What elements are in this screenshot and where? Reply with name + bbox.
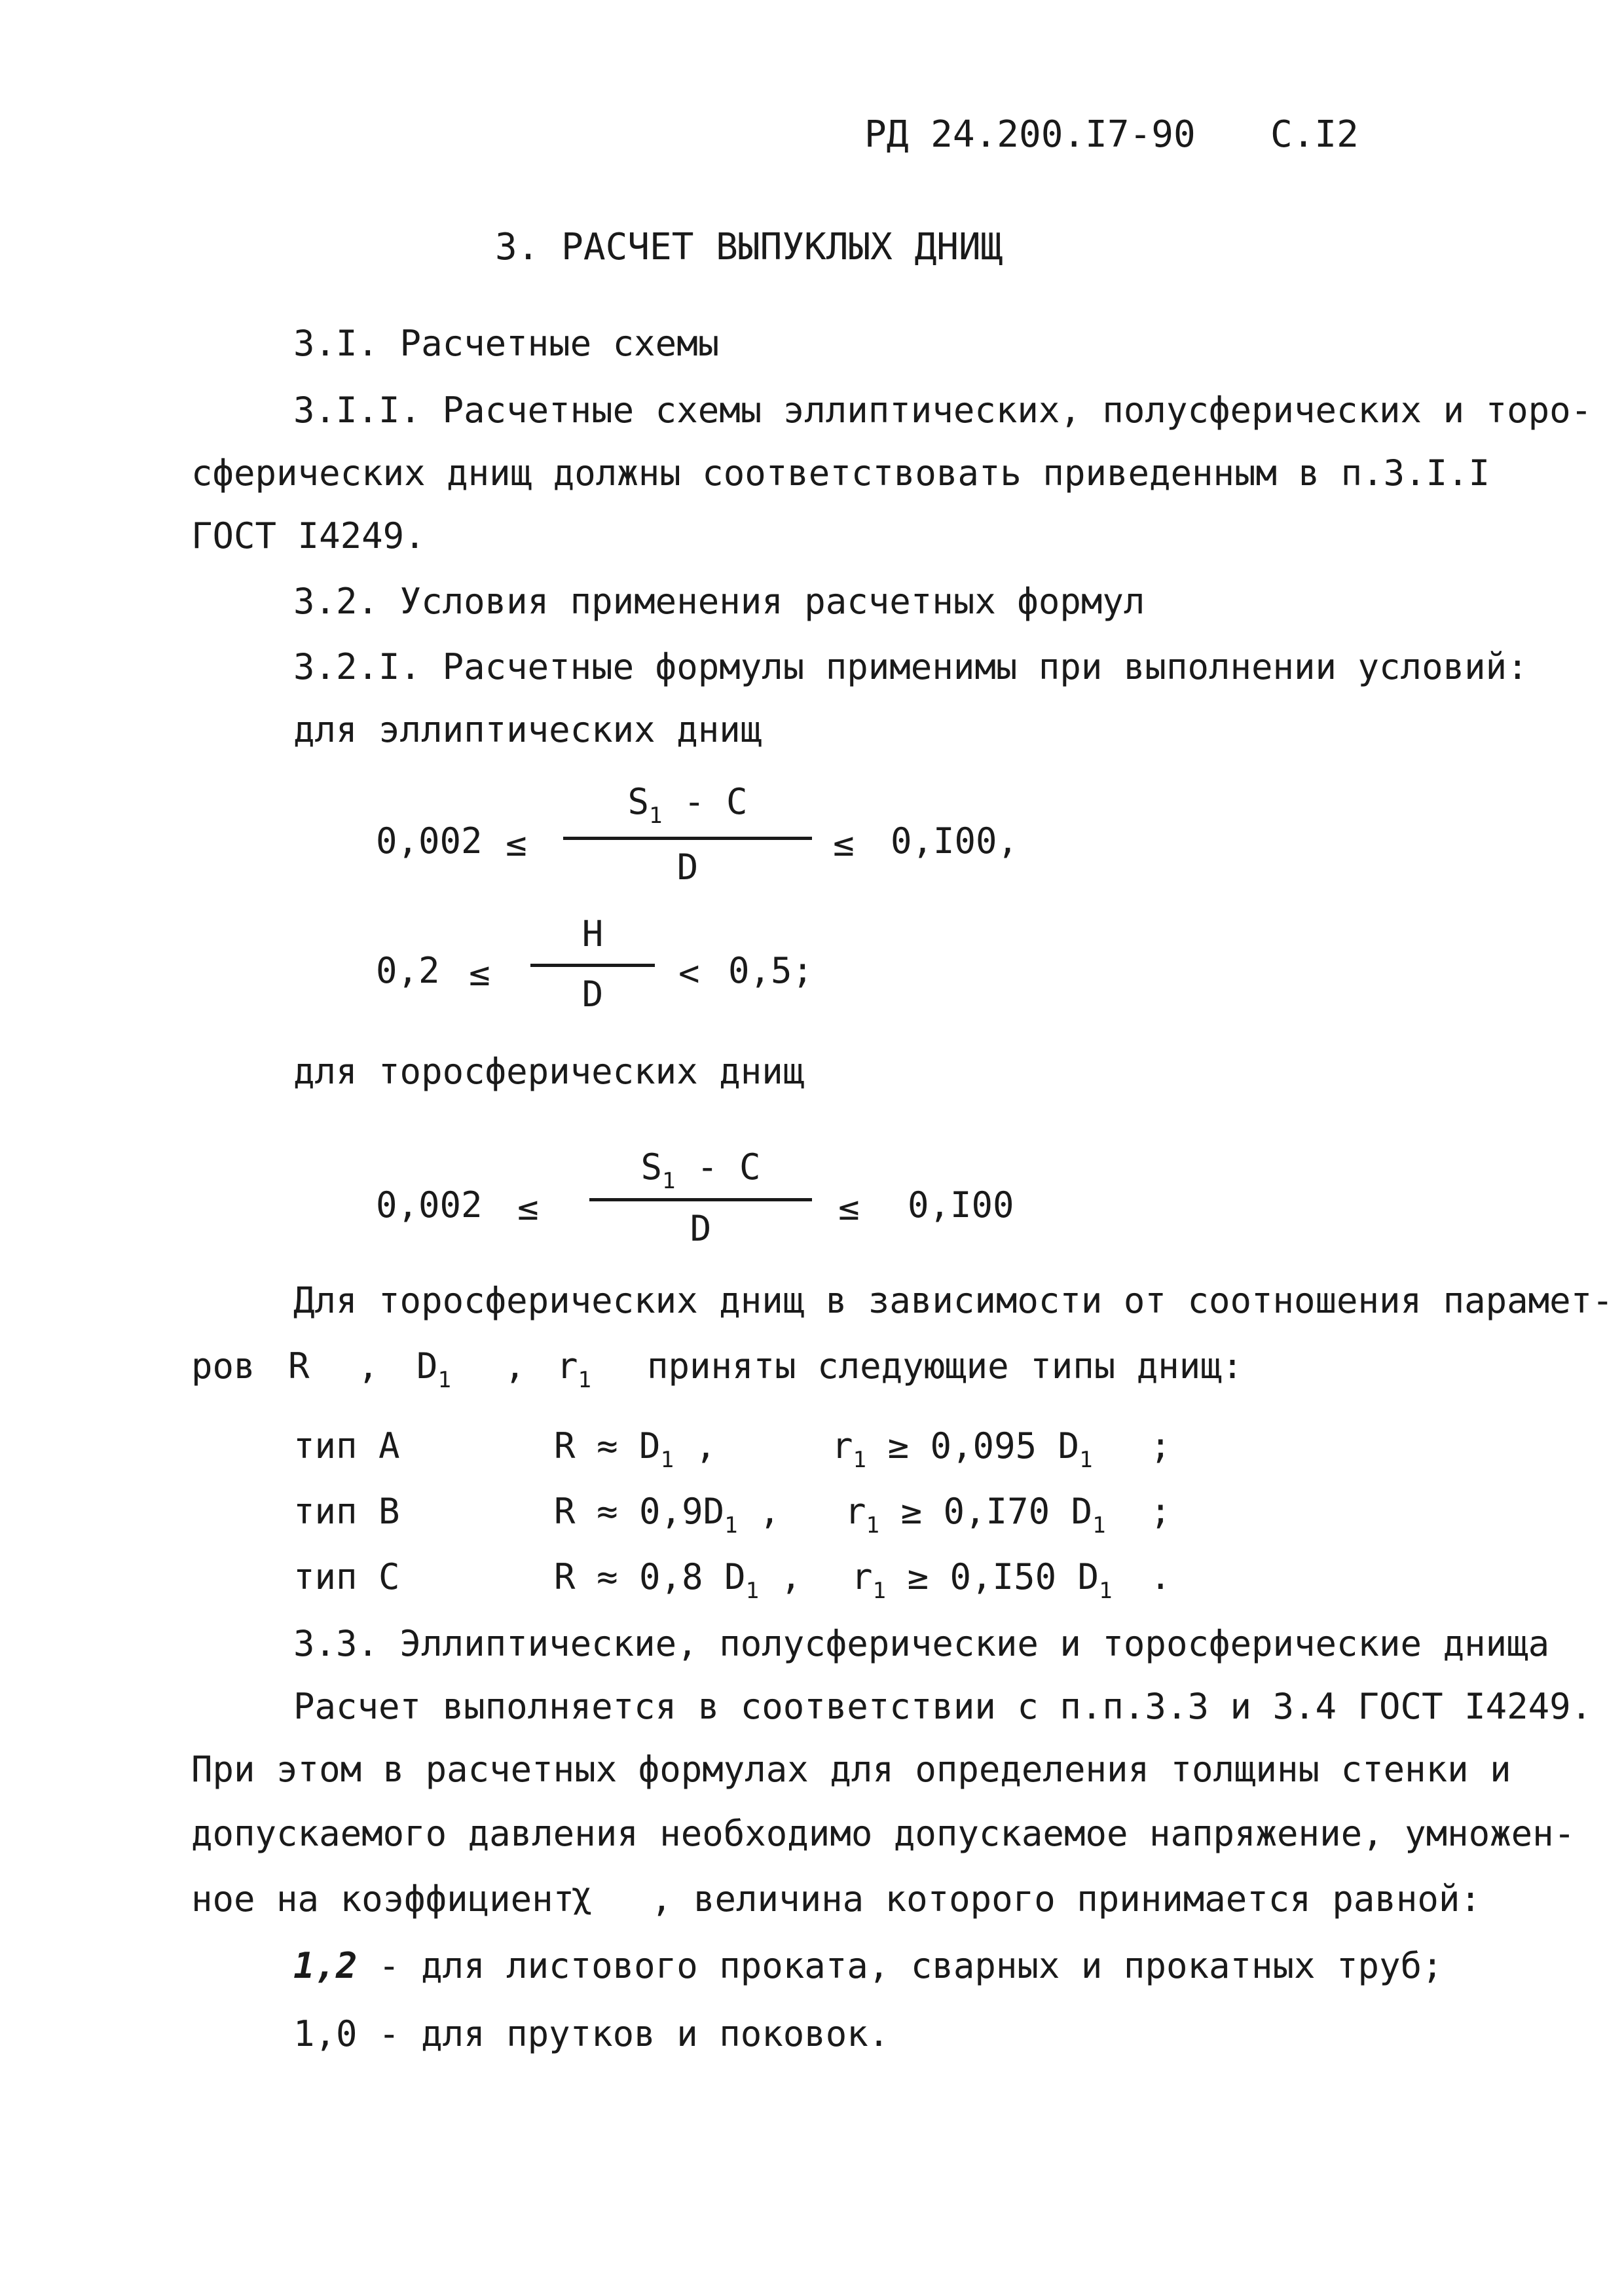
paragraph-3-3-line2: При этом в расчетных формулах для определения толщины стенки и: [191, 1749, 1511, 1790]
param-r1: $r_1$: [557, 1345, 591, 1393]
param-comma1: ,: [358, 1345, 379, 1387]
types-intro-line1: Для торосферических днищ в зависимости от соотношения парамет-: [293, 1280, 1614, 1321]
type-r1-relation: $r_1 \ge 0,095$ $D_1$: [832, 1425, 1093, 1473]
paragraph-3-1-1-line1: 3.I.I. Расчетные схемы эллиптических, полусферических и торо-: [293, 390, 1593, 431]
formula2-right: 0,5;: [728, 950, 814, 991]
subsection-3-3-title: 3.3. Эллиптические, полусферические и торосферические днища: [293, 1623, 1550, 1664]
formula1-left: 0,002: [376, 820, 483, 862]
formula2-left: 0,2: [376, 950, 440, 991]
formula3-le1: ≤: [517, 1187, 539, 1228]
paragraph-3-3-line4-start: ное на коэффициент: [191, 1878, 575, 1920]
type-end: ;: [1150, 1425, 1172, 1467]
paragraph-3-2-1-line1: 3.2.I. Расчетные формулы применимы при выполнении условий:: [293, 646, 1528, 687]
formula3-numerator: $S_1$ - C: [640, 1146, 761, 1194]
param-d1: $D_1$: [416, 1345, 451, 1393]
type-r-relation: $R \approx D_1$ ,: [554, 1425, 717, 1473]
formula1-fraction-bar: [563, 837, 812, 840]
coefficient-symbol: χ: [571, 1874, 593, 1916]
formula3-denominator: D: [690, 1208, 712, 1249]
paragraph-3-1-1-line3: ГОСТ I4249.: [191, 515, 426, 556]
paragraph-3-3-line4-end: , величина которого принимается равной:: [651, 1878, 1481, 1920]
paragraph-3-2-1-line2: для эллиптических днищ: [293, 709, 762, 750]
type-name: тип С: [293, 1556, 400, 1597]
formula1-numerator: $S_1$ - C: [627, 781, 748, 829]
type-r1-relation: $r_1 \ge 0,I50$ $D_1$: [851, 1556, 1113, 1604]
type-name: тип А: [293, 1425, 400, 1467]
type-r1-relation: $r_1 \ge 0,I70$ $D_1$: [845, 1491, 1106, 1539]
paragraph-3-1-1-line2: сферических днищ должны соответствовать приведенным в п.3.I.I: [191, 452, 1490, 494]
paragraph-3-3-line1: Расчет выполняется в соответствии с п.п.3.3 и 3.4 ГОСТ I4249.: [293, 1686, 1593, 1727]
paragraph-3-3-line3: допускаемого давления необходимо допускаемое напряжение, умножен-: [191, 1813, 1576, 1854]
formula1-denominator: D: [676, 847, 699, 888]
coefficient-item: 1,2 - для листового проката, сварных и прокатных труб;: [293, 1945, 1443, 1986]
formula1-le1: ≤: [506, 823, 527, 864]
param-comma2: ,: [504, 1345, 526, 1387]
page-number: С.I2: [1270, 113, 1359, 156]
type-r-relation: R ≈ 0,8 $D_1$ ,: [554, 1556, 802, 1604]
formula3-left: 0,002: [376, 1184, 483, 1226]
formula2-le1: ≤: [469, 953, 490, 994]
formula2-fraction-bar: [530, 964, 655, 967]
formula1-right: 0,I00,: [891, 820, 1019, 862]
coefficient-item: 1,0 - для прутков и поковок.: [293, 2013, 890, 2054]
formula3-fraction-bar: [589, 1198, 812, 1201]
formula3-le2: ≤: [838, 1187, 860, 1228]
formula2-fraction: [530, 913, 655, 1028]
document-code: РД 24.200.I7-90: [864, 113, 1196, 156]
type-r-relation: $R \approx 0,9D_1$ ,: [554, 1491, 781, 1539]
formula3-right: 0,I00: [908, 1184, 1014, 1226]
types-intro-suffix: приняты следующие типы днищ:: [647, 1345, 1244, 1387]
torospheric-label: для торосферических днищ: [293, 1051, 805, 1092]
formula1-fraction: [563, 779, 812, 897]
type-name: тип В: [293, 1491, 400, 1532]
type-end: ;: [1150, 1491, 1172, 1532]
subsection-3-2-title: 3.2. Условия применения расчетных формул: [293, 581, 1145, 622]
formula2-denominator: D: [581, 974, 604, 1015]
section-title: 3. РАСЧЕТ ВЫПУКЛЫХ ДНИЩ: [495, 226, 1003, 268]
type-end: .: [1150, 1556, 1172, 1597]
param-r: R: [288, 1345, 310, 1387]
formula2-numerator: H: [581, 913, 604, 955]
formula1-le2: ≤: [833, 823, 855, 864]
subsection-3-1-title: 3.I. Расчетные схемы: [293, 323, 720, 364]
types-intro-prefix: ров: [191, 1345, 255, 1387]
formula2-lt: <: [678, 953, 700, 994]
formula3-fraction: [589, 1144, 812, 1262]
